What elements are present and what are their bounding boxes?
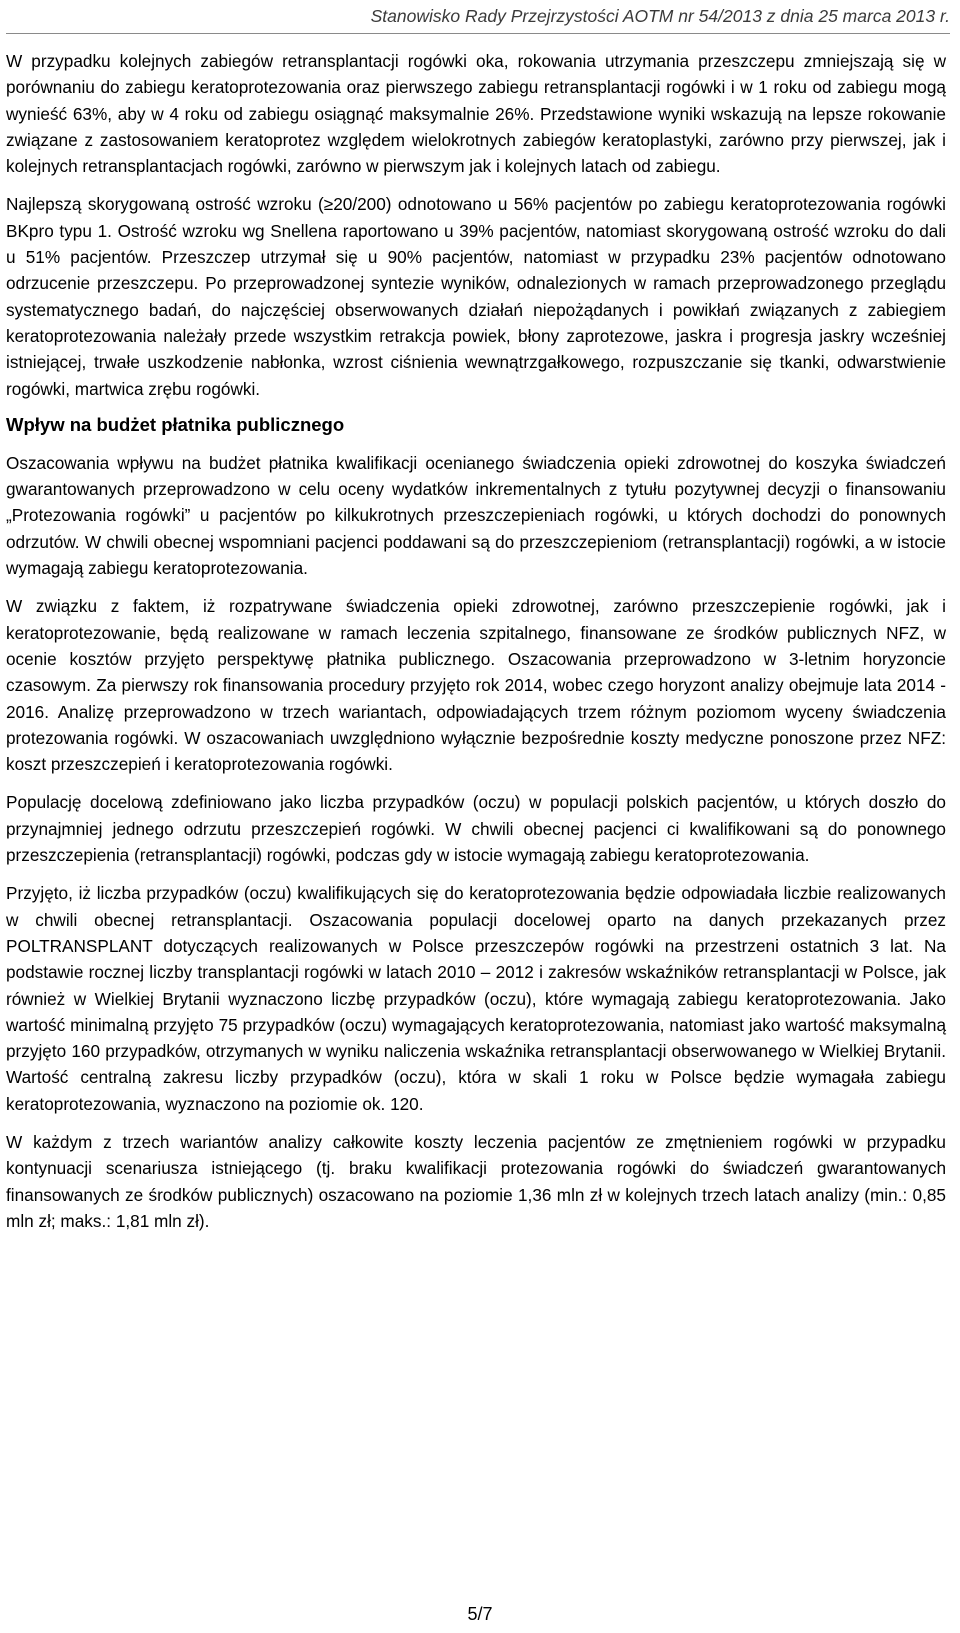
paragraph-retransplantation-outcomes: W przypadku kolejnych zabiegów retransplantacji rogówki oka, rokowania utrzymania przeszczepu zmniejszają się w porównaniu do zabiegu keratoprotezowania oraz pierwszego zabiegu retransplantacji rogówki i w 1 roku od zabiegu mogą wynieść 63%, aby w 4 roku od zabiegu osiągnąć maksymalnie 26%. Przedstawione wyniki wskazują na lepsze rokowanie związane z zastosowaniem keratoprotez względem wielokrotnych zabiegów keratoplastyki, zarówno przy pierwszej, jak i kolejnych retransplantacjach rogówki, zarówno w pierwszym jak i kolejnych latach od zabiegu.	[6, 51, 946, 177]
document-body	[6, 48, 946, 1246]
paragraph-perspective: W związku z faktem, iż rozpatrywane świadczenia opieki zdrowotnej, zarówno przeszczepienie rogówki, jak i keratoprotezowanie, będą realizowane w ramach leczenia szpitalnego, finansowane ze środków publicznych NFZ, w ocenie kosztów przyjęto perspektywę płatnika publicznego. Oszacowania przeprowadzono w 3-letnim horyzoncie czasowym. Za pierwszy rok finansowania procedury przyjęto rok 2014, wobec czego horyzont analizy obejmuje lata 2014 - 2016. Analizę przeprowadzono w trzech wariantach, odpowiadających trzem różnym poziomom wyceny świadczenia protezowania rogówki. W oszacowaniach uwzględniono wyłącznie bezpośrednie koszty medyczne ponoszone przez NFZ: koszt przeszczepień i keratoprotezowania rogówki.	[6, 596, 946, 775]
paragraph-total-costs: W każdym z trzech wariantów analizy całkowite koszty leczenia pacjentów ze zmętnieniem rogówki w przypadku kontynuacji scenariusza istniejącego (tj. braku kwalifikacji protezowania rogówki do świadczeń gwarantowanych finansowanych ze środków publicznych) oszacowano na poziomie 1,36 mln zł w kolejnych trzech latach analizy (min.: 0,85 mln zł; maks.: 1,81 mln zł).	[6, 1131, 946, 1231]
paragraph-visual-acuity: Najlepszą skorygowaną ostrość wzroku (≥20/200) odnotowano u 56% pacjentów po zabiegu keratoprotezowania rogówki BKpro typu 1. Ostrość wzroku wg Snellena raportowano u 39% pacjentów, natomiast skorygowaną ostrość wzroku do dali u 51% pacjentów. Przeszczep utrzymał się u 90% pacjentów, natomiast w przypadku 23% pacjentów odnotowano odrzucenie przeszczepu. Po przeprowadzonej syntezie wyników, odnalezionych w ramach przeprowadzonego przeglądu systematycznego badań, do najczęściej obserwowanych działań niepożądanych i powikłań związanych z zabiegiem keratoprotezowania należały przede wszystkim retrakcja powiek, błony zaprotezowe, jaskra i progresja jaskry wcześniej istniejącej, trwałe uszkodzenie nabłonka, wzrost ciśnienia wewnątrzgałkowego, rozpuszczanie się tkanki, odwarstwienie rogówki, martwica zrębu rogówki.	[6, 194, 946, 399]
page-number: 5/7	[467, 1604, 493, 1624]
section-heading-budget-impact: Wpływ na budżet płatnika publicznego	[6, 413, 345, 435]
paragraph-target-population: Populację docelową zdefiniowano jako liczba przypadków (oczu) w populacji polskich pacjentów, u których doszło do przynajmniej jednego odrzutu przeszczepień rogówki. W chwili obecnej pacjenci ci kwalifikowani są do ponownego przeszczepienia (retransplantacji) rogówki, podczas gdy w istocie wymagają zabiegu keratoprotezowania.	[6, 792, 946, 866]
paragraph-case-numbers: Przyjęto, iż liczba przypadków (oczu) kwalifikujących się do keratoprotezowania będzie odpowiadała liczbie realizowanych w chwili obecnej retransplantacji. Oszacowania populacji docelowej oparto na danych przekazanych przez POLTRANSPLANT dotyczących realizowanych w Polsce przeszczepów rogówki na przestrzeni ostatnich 3 lat. Na podstawie rocznej liczby transplantacji rogówki w latach 2010 – 2012 i zakresów wskaźników retransplantacji w Polsce, jak również w Wielkiej Brytanii wyznaczono liczbę przypadków (oczu), które wymagają zabiegu keratoprotezowania. Jako wartość minimalną przyjęto 75 przypadków (oczu) wymagających keratoprotezowania, natomiast jako wartość maksymalną przyjęto 160 przypadków, otrzymanych w wyniku naliczenia wskaźnika retransplantacji obserwowanego w Wielkiej Brytanii. Wartość centralną zakresu liczby przypadków (oczu), która w skali 1 roku w Polsce będzie wymagała zabiegu keratoprotezowania, wyznaczono na poziomie ok. 120.	[6, 883, 946, 1114]
page-header: Stanowisko Rady Przejrzystości AOTM nr 54/2013 z dnia 25 marca 2013 r.	[6, 6, 950, 34]
paragraph-budget-estimates: Oszacowania wpływu na budżet płatnika kwalifikacji ocenianego świadczenia opieki zdrowotnej do koszyka świadczeń gwarantowanych przeprowadzono w celu oceny wydatków inkrementalnych z tytułu pozytywnej decyzji o finansowaniu „Protezowania rogówki” u pacjentów po kilkukrotnych przeszczepieniach rogówki, u których dochodzi do ponownych odrzutów. W chwili obecnej wspomniani pacjenci poddawani są do przeszczepieniom (retransplantacji) rogówki, a w istocie wymagają zabiegu keratoprotezowania.	[6, 452, 946, 579]
